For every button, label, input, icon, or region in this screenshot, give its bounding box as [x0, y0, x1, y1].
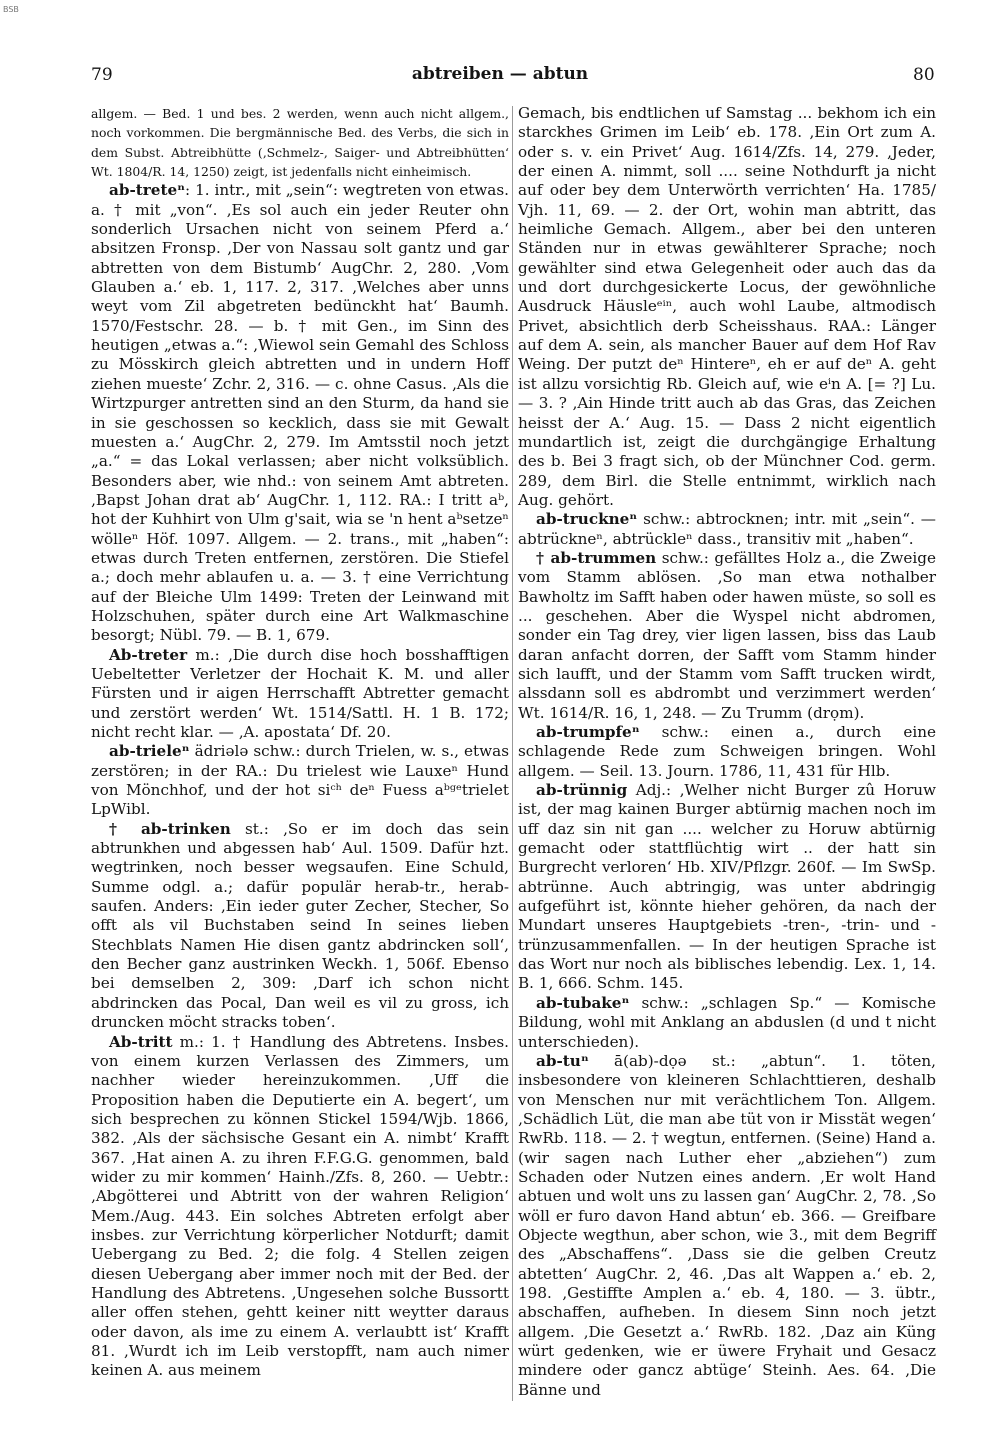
entry-ab-trumpfen: [518, 723, 936, 781]
entry-ab-trummen: [518, 549, 936, 723]
paragraph-text: Gemach, bis endtlichen uf Samstag ... bekhom ich ein starckhes Grimen im Leib‘ eb. 178. ‚Ein Ort zum A. oder s. v. ein Privet‘ Aug. 1614/Zfs. 14, 279. ‚Jeder, der einen A. nimmt, soll .... seine Nothdurft ja nicht auf oder bey dem Unterwörth verrichten‘ Ha. 1785/ Vjh. 11, 69. — 2. der Ort, wohin man abtritt, das heimliche Gemach. Allgem., aber bei den unteren Ständen nur in etwas gewählterer Sprache; noch gewählter sind etwa Gelegenheit oder auch das da und dort durchgesickerte Locus, der gewöhnliche Ausdruck Häusleᵉⁱⁿ, auch wohl Laube, altmodisch Privet, absichtlich derb Scheisshaus. RAA.: Länger auf dem A. sein, als mancher Bauer auf dem Hof Rav Weing. Der putzt deⁿ Hintereⁿ, eh er auf deⁿ A. geht ist allzu vorsichtig Rb. Gleich auf, wie eⁱn A. [= ?] Lu. — 3. ? ‚Ain Hinde tritt auch ab das Gras, das Zeichen heisst der A.‘ Aug. 15. — Dass 2 nicht eigentlich mundartlich ist, zeigt die durchgängige Erhaltung des b. Bei 3 fragt sich, ob der Münchner Cod. germ. 289, dem Birl. die Stelle entnimmt, wirklich nach Aug. gehört.: [518, 104, 936, 509]
entry-headword: Ab-treter: [109, 645, 188, 664]
entry-text: schw.: gefälltes Holz a., die Zweige vom Stamm ablösen. ‚So man etwa nothalber Bawholtz im Safft haben oder hawen müste, so soll es ... geschehen. Aber die Wyspel nicht abdromen, sonder ein Tag drey, vier ligen lassen, biss das Laub daran anfacht dorren, der Safft vom Stamm hinder sich laufft, und der Stamm vom Safft trucken wirdt, alssdann soll es abdrombt und verzimmert werden‘ Wt. 1614/R. 16, 1, 248. — Zu Trumm (drọm).: [518, 548, 936, 722]
entry-ab-treter: [91, 646, 509, 743]
entry-text: schw.: „schlagen Sp.“ — Komische Bildung, wohl mit Anklang an abduslen (d und t nicht unterschieden).: [518, 993, 936, 1051]
entry-text: st.: ‚So er im doch das sein abtrunkhen und abgessen hab‘ Aul. 1509. Dafür hzt. wegtrinken, noch besser wegsaufen. Eine Schuld, Summe odgl. a.; dafür populär herab-tr., herab-saufen. Anders: ‚Ein ieder guter Zecher, Stecher, So offt als vil Buchstaben seind In seines lieben Stechblats Namen Hie disen gantz abdrincken soll‘, den Becher ganz austrinken Weckh. 1, 506f. Ebenso bei demselben 2, 309: ‚Darf ich schon nicht abdrincken das Pocal, Dan weil es vil zu gross, ich druncken möcht stracks toben‘.: [91, 819, 509, 1032]
entry-text: ädriələ schw.: durch Trielen, w. s., etwas zerstören; in der RA.: Du trielest wie Lauxeⁿ Hund von Mönchhof, und der hot siᶜʰ deⁿ Fuess aᵇᵍᵉtrielet LpWibl.: [91, 742, 509, 819]
paragraph-text: allgem. — Bed. 1 und bes. 2 werden, wenn auch nicht allgem., noch vorkommen. Die bergmännische Bed. des Verbs, die sich in dem Subst. Abtreibhütte (‚Schmelz-, Saiger- und Abtreibhütten‘ Wt. 1804/R. 14, 1250) zeigt, ist jedenfalls nicht einheimisch.: [91, 106, 509, 180]
entry-headword: ab-trumpfeⁿ: [536, 723, 640, 741]
entry-ab-tun: [518, 1052, 936, 1400]
left-column: [91, 104, 509, 1394]
entry-ab-trucknen: [518, 510, 936, 549]
entry-headword: Ab-tritt: [109, 1032, 173, 1051]
page-number-left: 79: [91, 65, 113, 85]
entry-headword: ab-truckneⁿ: [536, 510, 638, 529]
entry-ab-trinken: [91, 820, 509, 1033]
entry-headword: ab-trieleⁿ: [109, 742, 190, 761]
right-column: [518, 104, 936, 1399]
entry-text: m.: ‚Die durch dise hoch bosshafftigen Uebeltetter Verletzer der Hochait K. M. und aller Fürsten und ir aigen Herrschafft Abtretter gemacht und zerstört werden‘ Wt. 1514/Sattl. H. 1 B. 172; nicht recht klar. — ‚A. apostata‘ Df. 20.: [91, 645, 509, 741]
entry-text: Adj.: ‚Welher nicht Burger zû Horuw ist, der mag kainen Burger abtürnig machen noch im uff daz sin nit gan .... welcher zu Horuw abtürnig gemacht oder stattflüchtig wirt .. der hatt sin Burgrecht verloren‘ Hb. XIV/Pflzgr. 260f. — Im SwSp. abtrünne. Auch abtringig, was unter abdringig aufgeführt ist, könnte hieher gehören, da nach der Mundart unseres Hauptgebiets -tren-, -trin- und -trünzusammenfallen. — In der heutigen Sprache ist das Wort nur noch als biblisches lebendig. Lex. 1, 14. B. 1, 666. Schm. 145.: [518, 781, 936, 993]
entry-text: schw.: einen a., durch eine schlagende Rede zum Schweigen bringen. Wohl allgem. — Seil. 13. Journ. 1786, 11, 431 für Hlb.: [518, 723, 936, 780]
entry-text: m.: 1. † Handlung des Abtretens. Insbes. von einem kurzen Verlassen des Zimmers, um nachher wieder hereinzukommen. ‚Uff die Proposition haben die Deputierte ein A. begert‘, um sich besprechen zu können Stickel 1594/Wjb. 1866, 382. ‚Als der sächsische Gesant ein A. nimbt‘ Krafft 367. ‚Hat ainen A. zu ihren F.F.G.G. genommen, bald wider zu mir kommen‘ Hainh./Zfs. 8, 260. — Uebtr.: ‚Abgötterei und Abtritt von der wahren Religion‘ Mem./Aug. 443. Ein solches Abtreten erfolgt aber insbes. zur Verrichtung körperlicher Notdurft; damit Uebergang zu Bed. 2; die folg. 4 Stellen zeigen diesen Uebergang aber immer noch mit der Bed. der Handlung des Abtretens. ‚Ungesehen solche Bussortt aller offen stehen, gehtt keiner nitt weytter daraus oder davon, als ime zu einem A. verlaubtt ist‘ Krafft 81. ‚Wurdt ich im Leib verstopfft, nam auch nimer keinen A. aus meinem: [91, 1032, 509, 1380]
entry-ab-tubaken: [518, 994, 936, 1052]
entry-headword: ab-tuⁿ: [536, 1051, 589, 1070]
entry-ab-truennig: [518, 781, 936, 994]
entry-headword: † ab-trinken: [109, 819, 231, 838]
entry-headword: † ab-trummen: [536, 548, 657, 567]
column-divider: [512, 106, 513, 1401]
entry-headword: ab-trünnig: [536, 781, 628, 800]
library-mark: BSB: [3, 5, 19, 14]
entry-ab-treten: [91, 181, 509, 645]
entry-ab-trielen: [91, 742, 509, 819]
entry-headword: ab-tubakeⁿ: [536, 993, 630, 1012]
entry-text: schw.: abtrocknen; intr. mit „sein“. — abtrückneⁿ, abtrückleⁿ dass., transitiv mit „haben“.: [518, 510, 936, 548]
continuation-paragraph: [91, 104, 509, 181]
entry-ab-tritt: [91, 1033, 509, 1381]
entry-text: : 1. intr., mit „sein“: wegtreten von etwas. a. † mit „von“. ‚Es sol auch ein jeder Reuter ohn sonderlich Ursachen nicht von seinem Pferd a.‘ absitzen Fronsp. ‚Der von Nassau solt gantz und gar abtretten von dem Bistumb‘ AugChr. 2, 280. ‚Vom Glauben a.‘ eb. 1, 117. 2, 317. ‚Welches aber unns weyt vom Zil abgetreten bedünckht hat‘ Baumh. 1570/Festschr. 28. — b. † mit Gen., im Sinn des heutigen „etwas a.“: ‚Wiewol sein Gemahl des Schloss zu Mösskirch gleich abtretten und in undern Hoff ziehen mueste‘ Zchr. 2, 316. — c. ohne Casus. ‚Als die Wirtzpurger antretten sind an den Sturm, da hand sie in sie geschossen so kecklich, dass sie mit Gewalt muesten a.‘ AugChr. 2, 279. Im Amtsstil noch jetzt „a.“ = das Lokal verlassen; aber nicht volksüblich. Besonders aber, wie nhd.: von seinem Amt abtreten. ‚Bapst Johan drat ab‘ AugChr. 1, 112. RA.: I tritt aᵇ, hot der Kuhhirt von Ulm g'sait, wia se 'n hent aᵇsetzeⁿ wölleⁿ Höf. 1097. Allgem. — 2. trans., mit „haben“: etwas durch Treten entfernen, zerstören. Die Stiefel a.; doch mehr ablaufen u. a. — 3. † eine Verrichtung auf der Bleiche Ulm 1499: Treten der Leinwand mit Holzschuhen, später durch eine Art Walkmaschine besorgt; Nübl. 79. — B. 1, 679.: [91, 181, 509, 645]
running-head: abtreiben — abtun: [411, 64, 589, 84]
page-number-right: 80: [913, 65, 935, 85]
entry-headword: ab-treteⁿ: [109, 181, 186, 200]
entry-text: ā(ab)-dọə st.: „abtun“. 1. töten, insbesondere von kleineren Schlachttieren, deshalb von Menschen nur mit verächtlichem Ton. Allgem. ‚Schädlich Lüt, die man abe tüt von ir Misstät wegen‘ RwRb. 118. — 2. † wegtun, entfernen. (Seine) Hand a. (wir sagen nach Luther eher „abziehen“) zum Schaden oder Nutzen eines andern. ‚Er wolt Hand abtuen und wolt uns zu lassen gan‘ AugChr. 2, 78. ‚So wöll er furo davon Hand abtun‘ eb. 366. — Greifbare Objecte wegthun, aber schon, wie 3., mit dem Begriff des „Abschaffens“. ‚Dass sie die gelben Creutz abtetten‘ AugChr. 2, 46. ‚Das alt Wappen a.‘ eb. 2, 198. ‚Gestiffte Amplen a.‘ eb. 4, 180. — 3. übtr., abschaffen, aufheben. In diesem Sinn noch jetzt allgem. ‚Die Gesetzt a.‘ RwRb. 182. ‚Daz ain Küng würt gedenken, wie er üwere Fryhait und Gesacz mindere oder gancz abtüge‘ Steinh. Aes. 64. ‚Die Bänne und: [518, 1051, 936, 1399]
continuation-paragraph: [518, 104, 936, 510]
